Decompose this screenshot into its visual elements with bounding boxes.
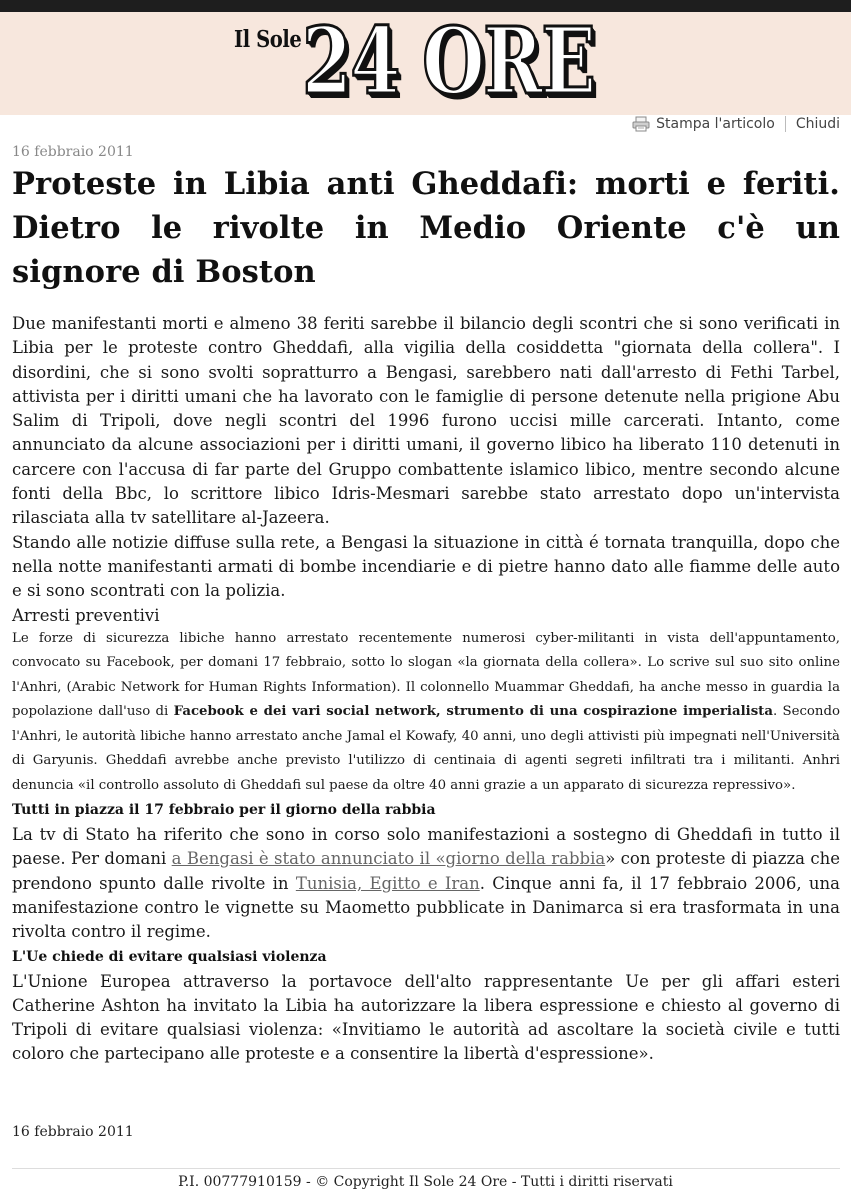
paragraph-4-text-c: . Cinque anni fa, il 17 febbraio 2006, una manifestazione contro le vignette su Maometto pubblicate in Danimarca si era trasformata in una rivolta contro il regime. [12,873,841,942]
paragraph-3 [12,627,840,799]
paragraph-5: L'Unione Europea attraverso la portavoce dell'alto rappresentante Ue per gli affari esteri Catherine Ashton ha invitato la Libia ha autorizzare la libera espressione e chiesto al governo di Tripoli di evitare qualsiasi violenza: «Invitiamo le autorità ad ascoltare la società civile e tutti coloro che partecipano alle proteste e a consentire la libertà d'espressione». [12,971,840,1064]
paragraph-3-text-c: . Secondo l'Anhri, le autorità libiche hanno arrestato anche Jamal el Kowafy, 40 anni, uno degli attivisti più impegnati nell'Università di Garyunis. Gheddafi avrebbe anche previsto l'utilizzo di centinaia di agenti segreti infiltrati tra i militanti. Anhri denuncia «il controllo assoluto di Gheddafi sul paese da oltre 40 anni grazie a un apparato di sicurezza repressivo». [12,704,840,793]
bengasi-link[interactable]: a Bengasi è stato annunciato il «giorno della rabbia [171,849,606,869]
footer-copyright: P.I. 00777910159 - © Copyright Il Sole 24 Ore - Tutti i diritti riservati [178,1174,673,1190]
tools-divider [785,116,786,132]
article-date: 16 febbraio 2011 [12,144,134,160]
paragraph-3-bold: Facebook e dei vari social network, strumento di una cospirazione imperialista [173,704,773,720]
article-date-bottom: 16 febbraio 2011 [12,1124,134,1140]
article-body [12,312,840,1067]
paragraph-4 [12,823,840,944]
paragraph-3-text-a: Le forze di sicurezza libiche hanno arrestato recentemente numerosi cyber-militanti in vista dell'appuntamento, convocato su Facebook, per domani 17 febbraio, sotto lo slogan «la giornata della collera». Lo scrive sul suo sito online l'Anhri, (Arabic Network for Human Rights Information). Il colonnello Muammar Gheddafi, ha anche messo in guardia la popolazione dall'uso di [12,630,840,720]
close-link[interactable]: Chiudi [795,116,840,132]
paragraph-4-text-a: La tv di Stato ha riferito che sono in corso solo manifestazioni a sostegno di Gheddafi in tutto il paese. Per domani [12,825,840,869]
article-tools [632,113,840,135]
logo-small-text: Il Sole [234,26,302,53]
print-article-link[interactable]: Stampa l'articolo [656,116,775,132]
footer-divider [12,1168,840,1169]
tunisia-egitto-iran-link[interactable]: Tunisia, Egitto e Iran [295,873,480,893]
paragraph-2: Stando alle notizie diffuse sulla rete, a Bengasi la situazione in città é tornata tranquilla, dopo che nella notte manifestanti armati di bombe incendiarie e di pietre hanno dato alle fiamme delle auto e si sono scontrati con la polizia. [12,532,840,601]
paragraph-4-text-b: » con proteste di piazza che prendono spunto dalle rivolte in [12,849,840,893]
subheading-piazza: Tutti in piazza il 17 febbraio per il giorno della rabbia [12,802,436,819]
logo-main-text: 24 ORE [302,7,595,115]
subheading-ue: L'Ue chiede di evitare qualsiasi violenza [12,948,327,965]
paragraph-1: Due manifestanti morti e almeno 38 feriti sarebbe il bilancio degli scontri che si sono verificati in Libia per le proteste contro Gheddafi, alla vigilia della cosiddetta "giornata della collera". I disordini, che si sono svolti sopratturro a Bengasi, sarebbero nati dall'arresto di Fethi Tarbel, attivista per i diritti umani che ha lavorato con le famiglie di persone detenute nella prigione Abu Salim di Tripoli, dove negli scontri del 1996 furono uccisi mille carcerati. Intanto, come annunciato da alcune associazioni per i diritti umani, il governo libico ha liberato 110 detenuti in carcere con l'accusa di far parte del Gruppo combattente islamico libico, mentre secondo alcune fonti della Bbc, lo scrittore libico Idris-Mesmari sarebbe stato arrestato dopo un'intervista rilasciata alla tv satellitare al-Jazeera. [12,314,840,528]
masthead [0,7,851,115]
article-title: Proteste in Libia anti Gheddafi: morti e feriti. Dietro le rivolte in Medio Oriente c'è un signore di Boston [12,166,840,290]
printer-icon[interactable] [632,116,650,132]
subheading-arresti: Arresti preventivi [12,605,160,625]
